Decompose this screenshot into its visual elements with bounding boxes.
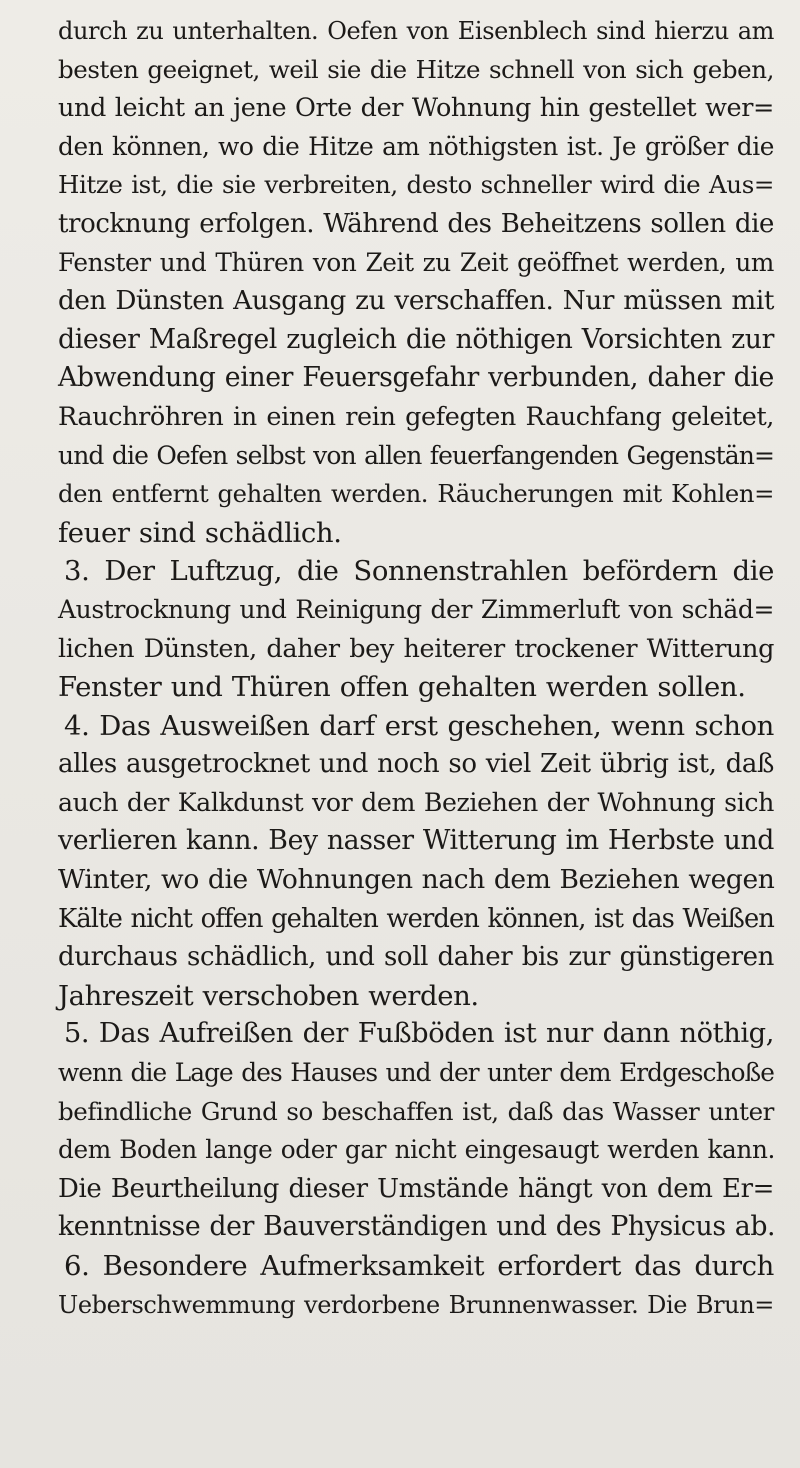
text-line-20: alles ausgetrocknet und noch so viel Zeit übrig ist, daß <box>58 749 774 780</box>
section-5-heading-line: 5. Das Aufreißen der Fußböden ist nur dann nöthig, <box>64 1018 774 1050</box>
text-line-26: Jahreszeit verschoben werden. <box>58 979 479 1012</box>
text-line-25: durchaus schädlich, und soll daher bis zur günstigeren <box>58 942 774 973</box>
text-line-18: Fenster und Thüren offen gehalten werden sollen. <box>58 671 746 704</box>
section-3-heading-line: 3. Der Luftzug, die Sonnenstrahlen befördern die <box>64 555 774 588</box>
text-line-16: Austrocknung und Reinigung der Zimmerluft von schäd= <box>58 594 774 624</box>
text-line-3: und leicht an jene Orte der Wohnung hin gestellet wer= <box>58 93 774 124</box>
text-line-22: verlieren kann. Bey nasser Witterung im Herbste und <box>58 825 774 857</box>
body-text <box>58 12 774 1324</box>
text-line-24: Kälte nicht offen gehalten werden können, ist das Weißen <box>58 903 774 934</box>
text-line-29: befindliche Grund so beschaffen ist, daß das Wasser unter <box>58 1096 774 1126</box>
text-line-13: den entfernt gehalten werden. Räucherungen mit Kohlen= <box>58 479 774 509</box>
text-line-30: dem Boden lange oder gar nicht eingesaugt werden kann. <box>58 1135 775 1165</box>
text-line-17: lichen Dünsten, daher bey heiterer trockener Witterung <box>58 633 774 664</box>
section-4-heading-line: 4. Das Ausweißen darf erst geschehen, wenn schon <box>64 709 774 742</box>
text-line-14: feuer sind schädlich. <box>58 516 342 549</box>
text-line-32: kenntnisse der Bauverständigen und des Physicus ab. <box>58 1211 776 1243</box>
text-line-6: trocknung erfolgen. Während des Beheitzens sollen die <box>58 208 774 239</box>
text-line-11: Rauchröhren in einen rein gefegten Rauchfang geleitet, <box>58 401 774 432</box>
text-line-2: besten geeignet, weil sie die Hitze schnell von sich geben, <box>58 54 774 84</box>
text-line-34: Ueberschwemmung verdorbene Brunnenwasser. Die Brun= <box>58 1290 774 1319</box>
text-line-4: den können, wo die Hitze am nöthigsten ist. Je größer die <box>58 131 774 161</box>
text-line-28: wenn die Lage des Hauses und der unter dem Erdgeschoße <box>58 1058 774 1088</box>
text-line-31: Die Beurtheilung dieser Umstände hängt von dem Er= <box>58 1173 774 1204</box>
text-line-12: und die Oefen selbst von allen feuerfangenden Gegenstän= <box>58 440 774 470</box>
text-line-1: durch zu unterhalten. Oefen von Eisenblech sind hierzu am <box>58 17 774 45</box>
text-line-23: Winter, wo die Wohnungen nach dem Beziehen wegen <box>58 864 775 896</box>
text-line-8: den Dünsten Ausgang zu verschaffen. Nur müssen mit <box>58 286 774 317</box>
text-line-7: Fenster und Thüren von Zeit zu Zeit geöffnet werden, um <box>58 247 774 277</box>
section-6-heading-line: 6. Besondere Aufmerksamkeit erfordert das durch <box>64 1250 774 1282</box>
text-line-21: auch der Kalkdunst vor dem Beziehen der Wohnung sich <box>58 787 774 817</box>
text-line-10: Abwendung einer Feuersgefahr verbunden, daher die <box>58 362 774 394</box>
text-line-5: Hitze ist, die sie verbreiten, desto schneller wird die Aus= <box>58 170 774 200</box>
text-line-9: dieser Maßregel zugleich die nöthigen Vorsichten zur <box>58 323 774 355</box>
